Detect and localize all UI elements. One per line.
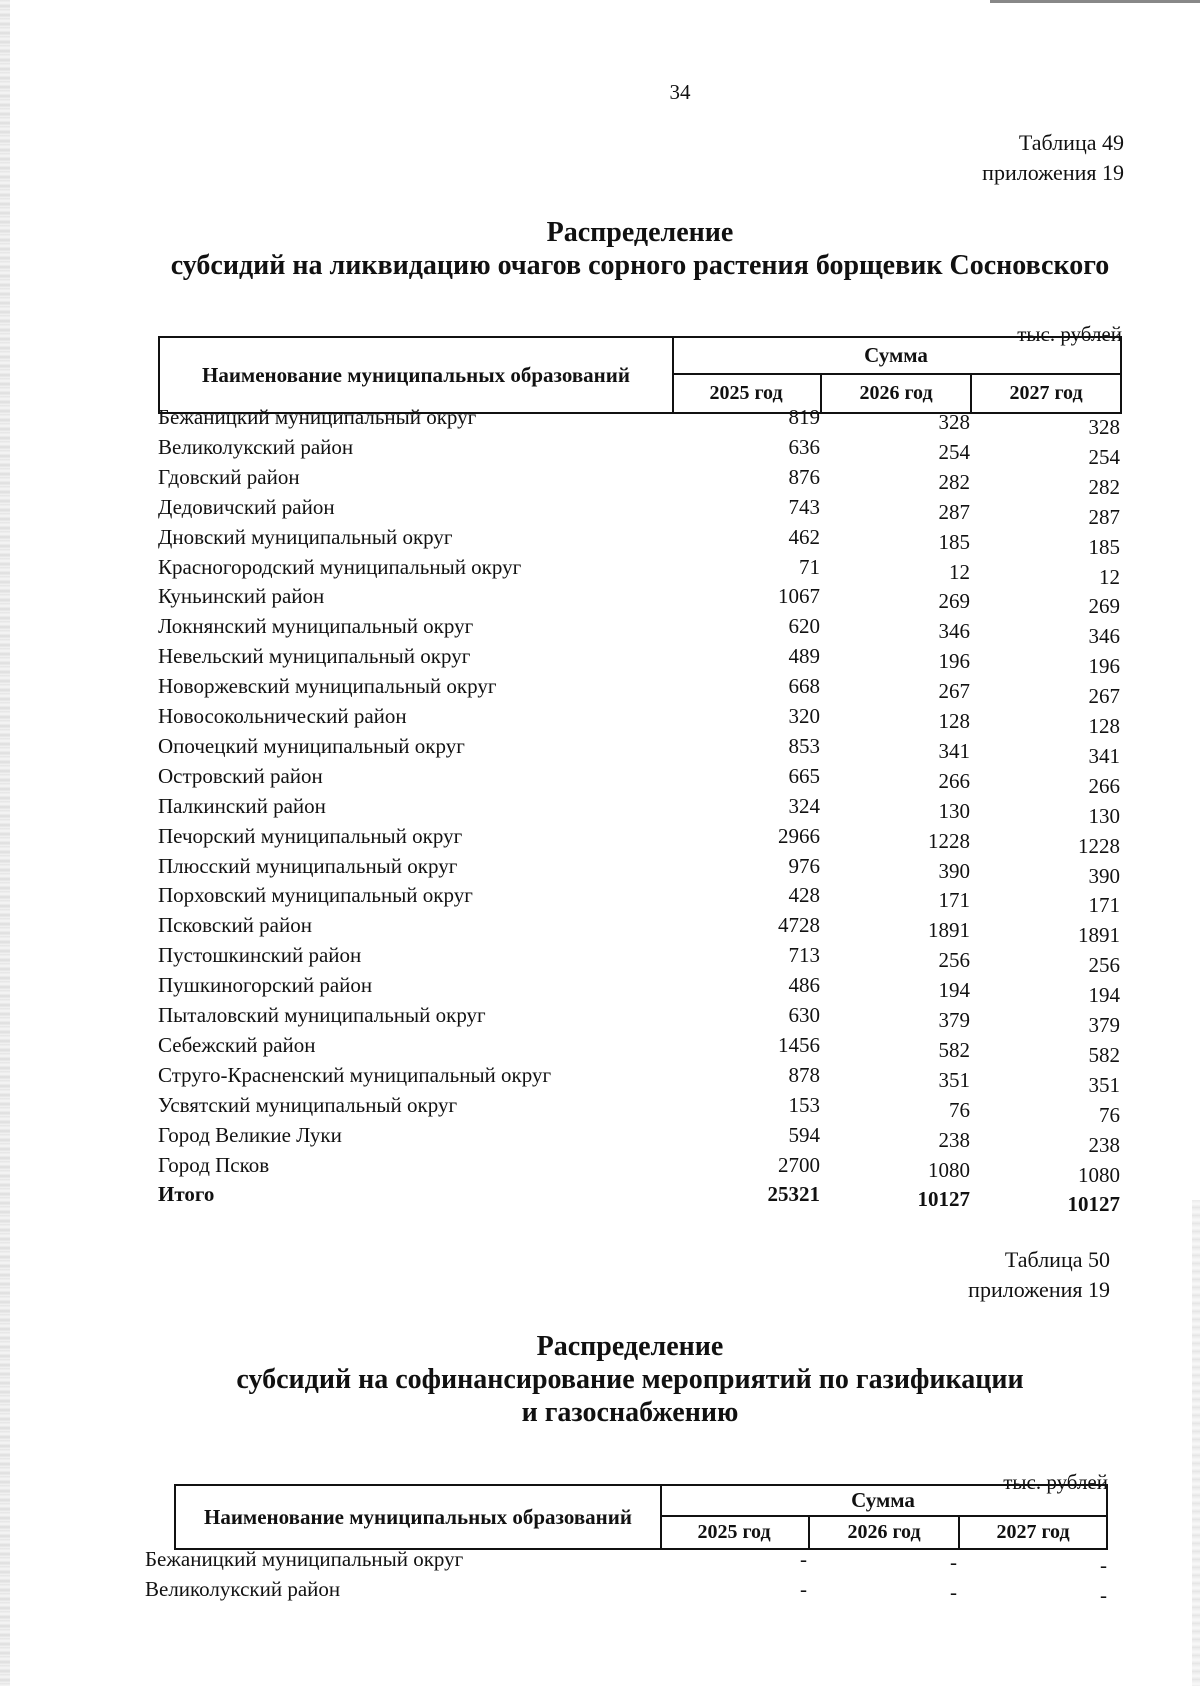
row-value-2027: 254 [1088,444,1120,469]
row-value-2025: 668 [788,674,820,699]
row-value-2026: 351 [938,1067,970,1092]
row-value-2026: 194 [938,978,970,1003]
row-value-2027: 171 [1088,893,1120,918]
row-name: Невельский муниципальный округ [158,644,471,669]
row-value-2026: 238 [938,1127,970,1152]
table49-header-2027: 2027 год [1009,382,1083,404]
scan-edge-right [1192,1200,1200,1686]
table-row [158,943,1122,978]
scan-edge-top [990,0,1200,3]
row-value-2026: - [950,1580,957,1604]
row-name: Бежаницкий муниципальный округ [158,405,477,429]
table49-header-2025: 2025 год [672,375,822,412]
table-row [158,1092,1122,1127]
row-value-2026: 328 [938,410,970,434]
row-name: Город Великие Луки [158,1122,342,1147]
row-name: Усвятский муниципальный округ [158,1092,458,1117]
table50-caption [968,1245,1110,1305]
row-value-2027: 390 [1088,863,1120,888]
table-row [158,853,1122,888]
row-value-2027: 185 [1088,534,1120,559]
row-name: Псковский район [158,913,312,938]
table-row [158,464,1122,499]
table50-header-2026: 2026 год [810,1517,960,1548]
row-value-2025: 320 [788,704,820,728]
row-value-2027: 238 [1088,1132,1120,1157]
table50-title-line3: и газоснабжению [521,1397,739,1428]
row-name: Новосокольнический район [158,704,407,728]
row-value-2026: 254 [938,439,970,464]
row-value-2027: 10127 [1067,1192,1120,1217]
table50-header [174,1484,1108,1550]
table-row [158,1003,1122,1037]
row-value-2027: - [1100,1553,1107,1577]
row-value-2025: 489 [788,644,820,669]
row-value-2026: 266 [938,768,970,793]
table50-title-line2: субсидий на софинансирование мероприятий по газификации [236,1364,1024,1395]
table-row [158,883,1122,918]
row-value-2025: - [800,1547,807,1571]
table50-title-line1: Распределение [536,1331,724,1362]
row-value-2026: 12 [949,559,970,584]
row-name: Дедовичский район [158,494,335,519]
row-name: Новоржевский муниципальный округ [158,674,497,699]
table49-units: тыс. рублей [1017,322,1122,346]
row-value-2025: 153 [788,1092,820,1117]
table50-caption-appendix: приложения 19 [968,1277,1110,1302]
row-value-2027: 266 [1088,773,1120,798]
row-name: Себежский район [158,1032,316,1057]
row-value-2025: 486 [788,973,820,998]
row-value-2026: 1891 [928,918,970,943]
row-value-2025: 71 [799,554,820,579]
row-value-2025: 25321 [767,1182,820,1207]
row-value-2027: 267 [1088,684,1120,709]
row-value-2026: 130 [938,798,970,823]
row-name: Палкинский район [158,793,326,818]
table-row [158,644,1122,679]
row-value-2027: 76 [1099,1102,1120,1127]
row-value-2025: 1067 [778,584,820,609]
table-row [158,1152,1122,1187]
row-value-2025: 4728 [778,913,820,938]
row-value-2026: 390 [938,858,970,883]
table49-header-sum: Сумма [672,338,1120,375]
row-name: Островский район [158,763,323,788]
table-row [145,1577,1108,1607]
table50-header-sum: Сумма [660,1486,1106,1517]
row-value-2027: 328 [1088,415,1120,439]
table50-header-2025: 2025 год [660,1517,810,1548]
row-value-2025: 630 [788,1003,820,1027]
table49-caption [982,128,1124,188]
row-value-2025: 876 [788,464,820,489]
row-value-2026: - [950,1550,957,1574]
table49-caption-appendix: приложения 19 [982,160,1124,185]
row-value-2026: 128 [938,709,970,733]
row-value-2027: 256 [1088,953,1120,978]
table-row [158,554,1122,589]
row-value-2026: 341 [938,738,970,763]
table49-header-name: Наименование муниципальных образований [160,338,674,412]
row-value-2026: 287 [938,499,970,524]
row-value-2025: 428 [788,883,820,908]
row-value-2026: 171 [938,888,970,913]
table-row [158,973,1122,1008]
table-row [145,1547,1108,1577]
row-value-2025: 462 [788,524,820,549]
row-value-2027: 128 [1088,714,1120,738]
table-row [158,793,1122,828]
table50-header-name: Наименование муниципальных образований [176,1486,662,1548]
table50-caption-number: Таблица 50 [1004,1247,1110,1272]
table-row [158,823,1122,858]
table-row [158,674,1122,709]
row-value-2027: 194 [1088,983,1120,1008]
table-row [158,494,1122,529]
row-value-2025: 636 [788,434,820,459]
table-row [158,1032,1122,1067]
row-name: Печорский муниципальный округ [158,823,463,848]
row-value-2027: 1891 [1078,923,1120,948]
row-value-2027: 196 [1088,654,1120,679]
table49-caption-number: Таблица 49 [1018,130,1124,155]
scan-edge-left [0,0,10,1686]
row-value-2027: 12 [1099,564,1120,589]
row-name: Струго-Красненский муниципальный округ [158,1062,552,1087]
row-name: Красногородский муниципальный округ [158,554,522,579]
row-name: Опочецкий муниципальный округ [158,733,465,758]
row-name: Гдовский район [158,464,300,489]
row-value-2025: 878 [788,1062,820,1087]
row-name: Плюсский муниципальный округ [158,853,458,878]
table49-title [150,216,1130,282]
row-value-2027: 346 [1088,624,1120,649]
row-name: Пушкиногорский район [158,973,373,998]
row-name: Итого [158,1182,215,1207]
row-name: Порховский муниципальный округ [158,883,473,908]
row-value-2025: - [800,1577,807,1601]
table-row [158,614,1122,649]
row-value-2025: 665 [788,763,820,788]
row-name: Локнянский муниципальный округ [158,614,474,639]
row-value-2025: 713 [788,943,820,968]
page-number: 34 [669,80,691,104]
row-value-2026: 185 [938,529,970,554]
row-value-2025: 976 [788,853,820,878]
table50-header-2027: 2027 год [996,1521,1070,1543]
table49-title-line1: Распределение [546,217,734,248]
table49-title-line2: субсидий на ликвидацию очагов сорного растения борщевик Сосновского [170,250,1110,281]
row-value-2026: 267 [938,679,970,704]
table-row [158,524,1122,559]
table-row [158,763,1122,798]
row-name: Великолукский район [158,434,354,459]
table-row [158,405,1122,439]
row-value-2026: 1080 [928,1157,970,1182]
row-name: Великолукский район [145,1577,341,1601]
table49-header-2026: 2026 год [822,375,972,412]
row-value-2025: 819 [788,405,820,429]
row-value-2027: 269 [1088,594,1120,619]
row-value-2026: 582 [938,1037,970,1062]
table-row [158,913,1122,948]
row-value-2027: 341 [1088,743,1120,768]
row-value-2027: 351 [1088,1072,1120,1097]
row-name: Дновский муниципальный округ [158,524,453,549]
row-value-2027: 282 [1088,474,1120,499]
row-name: Город Псков [158,1152,270,1177]
row-name: Пустошкинский район [158,943,362,968]
row-name: Пыталовский муниципальный округ [158,1003,486,1027]
row-value-2026: 379 [938,1008,970,1032]
table-row [158,733,1122,768]
row-value-2025: 594 [788,1122,820,1147]
row-value-2025: 743 [788,494,820,519]
row-value-2026: 76 [949,1097,970,1122]
row-value-2027: 1080 [1078,1162,1120,1187]
table-row [158,1062,1122,1097]
table50-units: тыс. рублей [1003,1470,1108,1494]
total-row [158,1182,1122,1217]
row-value-2025: 2700 [778,1152,820,1177]
table49-header [158,336,1122,414]
row-value-2026: 1228 [928,828,970,853]
table-row [158,584,1122,619]
row-value-2027: - [1100,1583,1107,1607]
row-value-2027: 130 [1088,803,1120,828]
row-value-2027: 582 [1088,1042,1120,1067]
row-value-2025: 853 [788,733,820,758]
table50-title [140,1330,1120,1429]
row-value-2026: 346 [938,619,970,644]
row-value-2025: 324 [788,793,820,818]
row-value-2026: 282 [938,469,970,494]
table-row [158,704,1122,738]
table-row [158,1122,1122,1157]
row-name: Бежаницкий муниципальный округ [145,1547,464,1571]
row-name: Куньинский район [158,584,325,609]
row-value-2027: 379 [1088,1013,1120,1037]
row-value-2025: 620 [788,614,820,639]
row-value-2025: 2966 [778,823,820,848]
row-value-2026: 269 [938,589,970,614]
row-value-2027: 287 [1088,504,1120,529]
row-value-2026: 10127 [917,1187,970,1212]
table-row [158,434,1122,469]
row-value-2026: 256 [938,948,970,973]
row-value-2027: 1228 [1078,833,1120,858]
row-value-2026: 196 [938,649,970,674]
row-value-2025: 1456 [778,1032,820,1057]
